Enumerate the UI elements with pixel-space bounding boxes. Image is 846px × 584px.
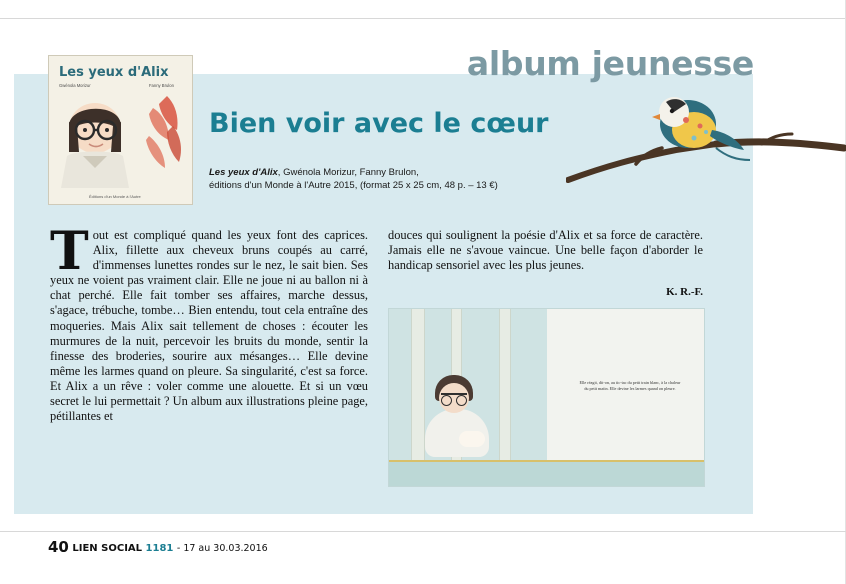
- page-number: 40: [48, 538, 69, 556]
- svg-text:Éditions d'un Monde à l'Autre: Éditions d'un Monde à l'Autre: [89, 194, 141, 199]
- body-text-left: out est compliqué quand les yeux font des caprices. Alix, fillette aux cheveux bruns coupés au carré, d'immenses lunettes rondes sur le nez, le sait bien. Ses yeux ne voient pas vraiment clair. Elle ne joue ni au ballon ni à chat perché. Elle fait tomber ses affaires, marche dessus, s'agace, trébuche, tombe… Bien entendu, tout cela entraîne des moqueries. Mais Alix sait tellement de choses : écouter les murmures de la nuit, percevoir les bruits du monde, sentir la finesse des broderies, sourire aux mésanges… Elle devine même les larmes quand on pleure. Sa singularité, c'est sa force. Et Alix a un rêve : voler comme une alouette. Et si un vœu secret le lui permettait ? Un album aux illustrations pleine page, pétillantes et: [50, 228, 368, 424]
- illustration-ground: [389, 460, 704, 486]
- article-headline: Bien voir avec le cœur: [209, 108, 549, 139]
- illustration-page-text: Elle réagit, dit-on, au tic-tac du petit train blanc, à la chaleur du petit matin. Elle devine les larmes quand on pleure.: [579, 379, 681, 391]
- magazine-name: LIEN SOCIAL: [72, 543, 143, 554]
- body-column-right: [388, 228, 703, 273]
- book-cover-image: [48, 55, 193, 205]
- illustration-rope: [389, 460, 704, 462]
- illustration-cat: [459, 431, 485, 447]
- illustration-girl-glasses: [441, 393, 467, 404]
- body-column-left: [50, 221, 368, 424]
- svg-text:Les yeux d'Alix: Les yeux d'Alix: [59, 65, 169, 80]
- top-divider: [0, 18, 846, 19]
- bird-illustration: [566, 96, 846, 216]
- inner-illustration: [388, 308, 705, 487]
- svg-text:Gwénola Morizur: Gwénola Morizur: [59, 83, 91, 88]
- credits-publisher: éditions d'un Monde à l'Autre 2015, (format 25 x 25 cm, 48 p. – 13 €): [209, 180, 498, 191]
- footer-divider: [0, 531, 846, 532]
- footer: [48, 538, 268, 556]
- book-credits: [209, 166, 539, 192]
- credits-title: Les yeux d'Alix: [209, 167, 278, 178]
- svg-text:Fanny Brulon: Fanny Brulon: [149, 83, 174, 88]
- issue-number: 1181: [145, 543, 174, 554]
- body-text-right: douces qui soulignent la poésie d'Alix et sa force de caractère. Jamais elle ne s'avoue vaincue. Une belle façon d'aborder le handicap sensoriel avec les plus jeunes.: [388, 228, 703, 273]
- drop-cap: T: [50, 221, 89, 282]
- issue-date: - 17 au 30.03.2016: [176, 543, 268, 554]
- author-signature: K. R.-F.: [666, 286, 703, 298]
- section-title: album jeunesse: [466, 44, 754, 83]
- credits-authors: , Gwénola Morizur, Fanny Brulon,: [277, 167, 419, 178]
